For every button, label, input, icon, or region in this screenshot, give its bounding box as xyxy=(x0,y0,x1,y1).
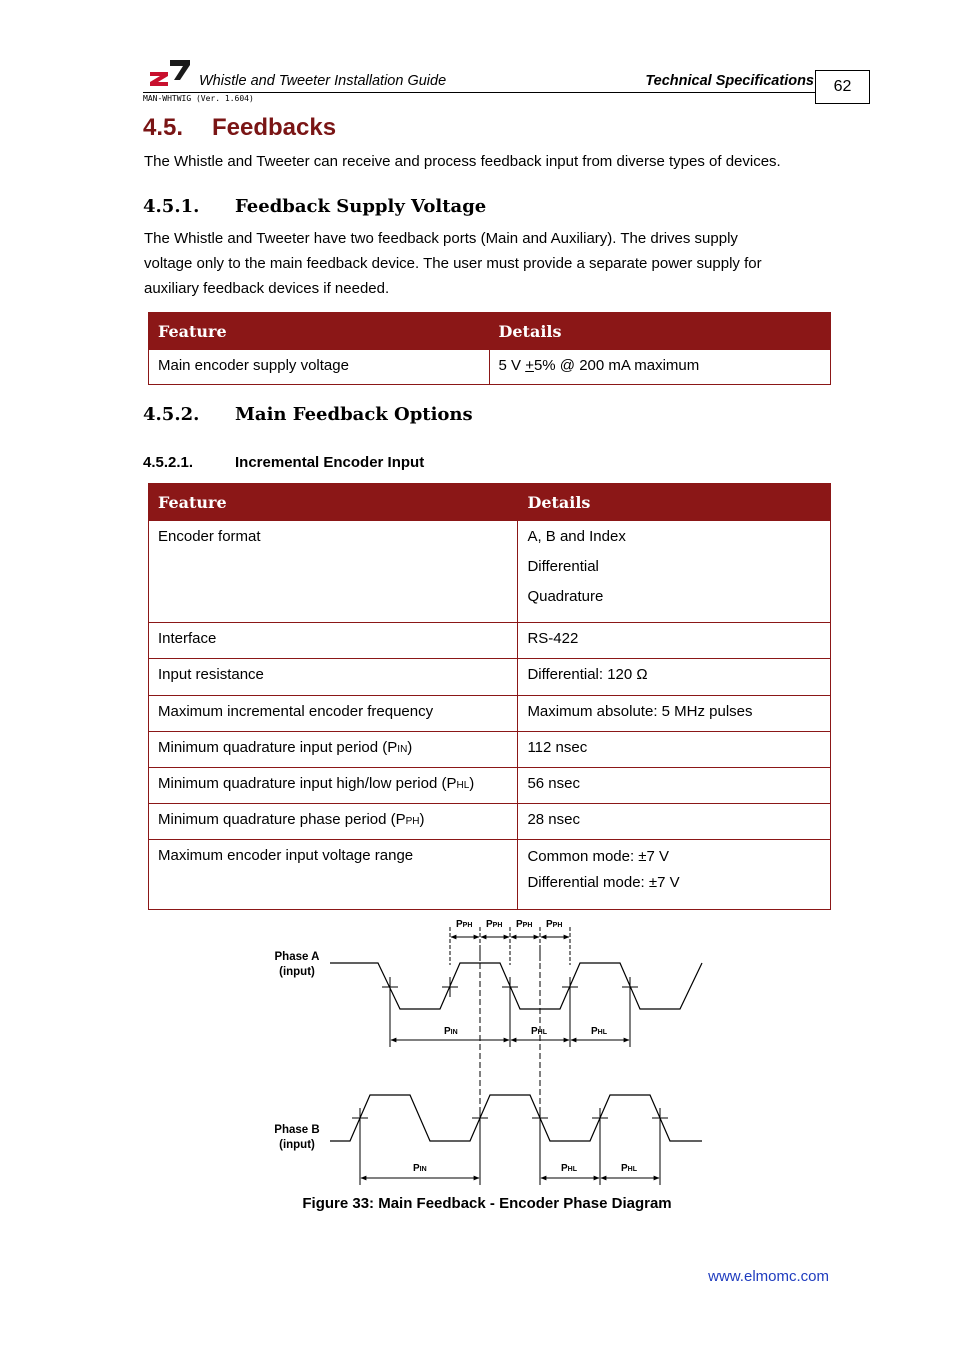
phase-a-sublabel: (input) xyxy=(279,966,315,978)
feature-text: ) xyxy=(407,739,413,756)
phase-b-label: Phase B xyxy=(274,1124,320,1136)
detail-post: 5% @ 200 mA maximum xyxy=(533,357,700,374)
phl-label: PHL xyxy=(621,1163,638,1174)
phase-a-ticks xyxy=(382,977,638,997)
section-intro: The Whistle and Tweeter can receive and process feedback input from diverse types of devices. xyxy=(144,153,781,170)
table-row xyxy=(149,623,831,659)
table-row xyxy=(149,732,831,768)
page-number: 62 xyxy=(815,70,870,104)
cell-feature: Main encoder supply voltage xyxy=(149,350,490,385)
phase-b-ticks xyxy=(352,1108,668,1128)
cell-feature: Maximum encoder input voltage range xyxy=(149,840,518,910)
pph-label: PPH xyxy=(516,919,533,930)
cell-details: Maximum absolute: 5 MHz pulses xyxy=(518,696,831,732)
phase-a-label: Phase A xyxy=(274,951,320,963)
cell-feature xyxy=(149,732,518,768)
phase-b-sublabel: (input) xyxy=(279,1139,315,1151)
incremental-number: 4.5.2.1. xyxy=(143,454,194,471)
cell-details xyxy=(518,840,831,910)
section-heading xyxy=(143,114,336,142)
cell-details: 112 nsec xyxy=(518,732,831,768)
feature-subscript: PH xyxy=(405,816,420,827)
detail-line: Differential xyxy=(527,558,599,575)
phl-label: PHL xyxy=(561,1163,578,1174)
elmo-logo-icon xyxy=(148,58,192,88)
feature-subscript: IN xyxy=(397,744,408,755)
pin-label: PIN xyxy=(413,1163,427,1174)
feature-text: Minimum quadrature phase period (P xyxy=(158,811,406,828)
section-title: Feedbacks xyxy=(212,114,337,141)
cell-feature: Input resistance xyxy=(149,659,518,696)
pin-label: PIN xyxy=(444,1026,458,1037)
detail-pre: 5 V xyxy=(498,357,526,374)
phase-b-period-labels xyxy=(413,1163,638,1174)
pph-labels xyxy=(456,919,562,930)
incremental-table xyxy=(148,483,831,910)
phase-a-dimensions xyxy=(390,997,630,1047)
column-header-feature: Feature xyxy=(149,484,518,521)
detail-line: Common mode: ±7 V xyxy=(527,848,670,865)
supply-title: Feedback Supply Voltage xyxy=(235,196,487,217)
supply-table xyxy=(148,312,831,385)
table-row xyxy=(149,659,831,696)
header-title: Whistle and Tweeter Installation Guide xyxy=(199,73,447,89)
detail-line: A, B and Index xyxy=(527,528,626,545)
cell-details: Differential: 120 Ω xyxy=(518,659,831,696)
phase-b-dimensions xyxy=(360,1128,660,1185)
feature-text: Minimum quadrature input high/low period (P xyxy=(158,775,457,792)
table-row xyxy=(149,696,831,732)
table-header-row xyxy=(149,313,831,350)
section-number: 4.5. xyxy=(143,114,184,141)
cell-feature: Interface xyxy=(149,623,518,659)
phl-label: PHL xyxy=(591,1026,608,1037)
table-row xyxy=(149,768,831,804)
phase-a-waveform xyxy=(330,963,702,1009)
detail-line: Quadrature xyxy=(527,588,604,605)
phl-label: PHL xyxy=(531,1026,548,1037)
pph-dimensions xyxy=(450,927,570,965)
supply-number: 4.5.1. xyxy=(143,196,200,217)
header-section: Technical Specifications xyxy=(645,73,814,89)
incremental-title: Incremental Encoder Input xyxy=(235,454,425,471)
figure-caption: Figure 33: Main Feedback - Encoder Phase Diagram xyxy=(302,1195,672,1212)
phase-a-period-labels xyxy=(444,1026,608,1037)
column-header-details: Details xyxy=(518,484,831,521)
cell-feature: Encoder format xyxy=(149,521,518,623)
feature-text: ) xyxy=(419,811,425,828)
cell-feature xyxy=(149,768,518,804)
supply-line: voltage only to the main feedback device. The user must provide a separate power supply for xyxy=(144,255,762,272)
table-row xyxy=(149,521,831,623)
cell-details: 56 nsec xyxy=(518,768,831,804)
main-options-title: Main Feedback Options xyxy=(235,404,473,425)
cell-feature xyxy=(149,804,518,840)
supply-paragraph xyxy=(144,226,834,301)
supply-line: The Whistle and Tweeter have two feedback ports (Main and Auxiliary). The drives supply xyxy=(144,230,738,247)
supply-heading xyxy=(143,196,486,217)
footer-url-link[interactable]: www.elmomc.com xyxy=(708,1268,829,1285)
main-options-heading xyxy=(143,404,473,425)
detail-line: Differential mode: ±7 V xyxy=(527,874,680,891)
table-row xyxy=(149,840,831,910)
supply-line: auxiliary feedback devices if needed. xyxy=(144,280,390,297)
phase-b-waveform xyxy=(330,1095,702,1141)
encoder-phase-diagram xyxy=(260,905,710,1190)
cell-details xyxy=(489,350,831,385)
pph-label: PPH xyxy=(546,919,563,930)
plus-minus-sign: + xyxy=(525,357,534,374)
column-header-feature: Feature xyxy=(149,313,490,350)
cell-feature: Maximum incremental encoder frequency xyxy=(149,696,518,732)
table-row xyxy=(149,804,831,840)
incremental-heading xyxy=(143,454,424,471)
cell-details xyxy=(518,521,831,623)
cell-details: RS-422 xyxy=(518,623,831,659)
pph-label: PPH xyxy=(456,919,473,930)
cell-details: 28 nsec xyxy=(518,804,831,840)
table-header-row xyxy=(149,484,831,521)
feature-subscript: HL xyxy=(456,780,470,791)
column-header-details: Details xyxy=(489,313,831,350)
header-divider xyxy=(143,92,815,93)
main-options-number: 4.5.2. xyxy=(143,404,200,425)
feature-text: Minimum quadrature input period (P xyxy=(158,739,398,756)
pph-label: PPH xyxy=(486,919,503,930)
feature-text: ) xyxy=(469,775,475,792)
table-row xyxy=(149,350,831,385)
header-version: MAN-WHTWIG (Ver. 1.604) xyxy=(143,94,254,103)
